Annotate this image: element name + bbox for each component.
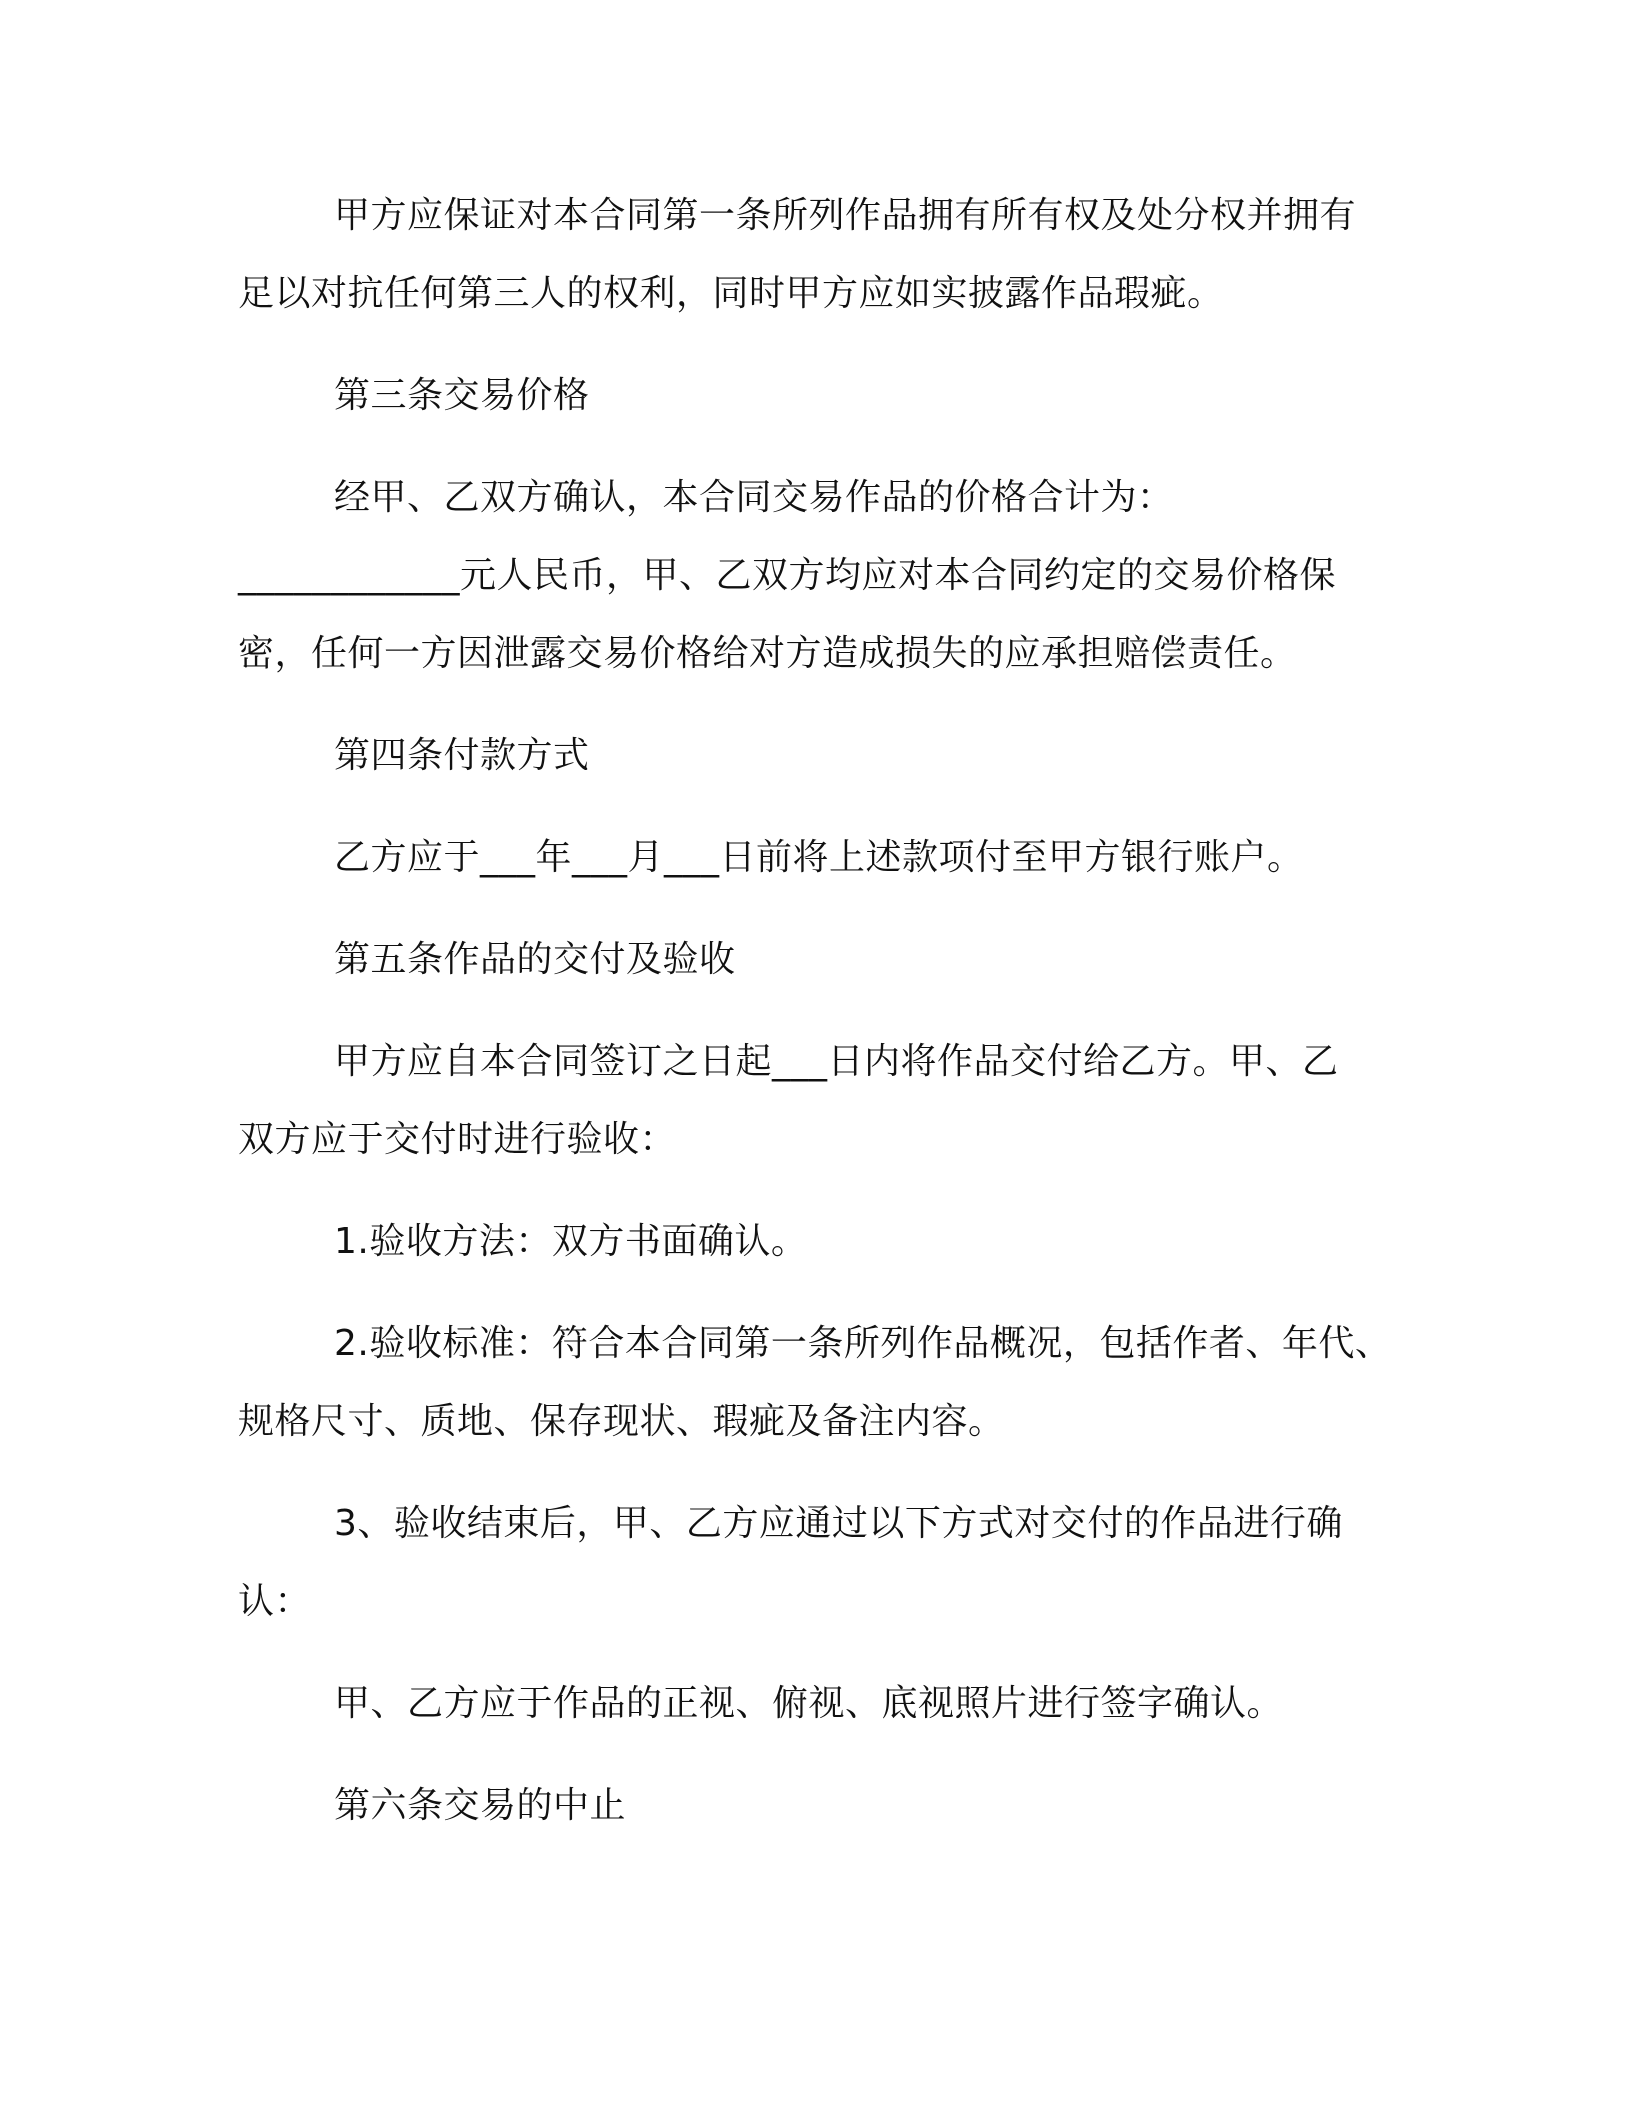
paragraph-line: 双方应于交付时进行验收： — [238, 1119, 677, 1160]
paragraph-line: 乙方应于___年___月___日前将上述款项付至甲方银行账户。 — [334, 837, 1304, 878]
paragraph-line: ____________元人民币，甲、乙双方均应对本合同约定的交易价格保 — [238, 555, 1337, 596]
section-heading: 第三条交易价格 — [334, 375, 590, 416]
paragraph-line: 甲方应自本合同签订之日起___日内将作品交付给乙方。甲、乙 — [334, 1041, 1339, 1082]
list-item: 1.验收方法：双方书面确认。 — [334, 1221, 808, 1262]
list-item: 3、验收结束后，甲、乙方应通过以下方式对交付的作品进行确 — [334, 1503, 1343, 1544]
paragraph-line: 经甲、乙双方确认，本合同交易作品的价格合计为： — [334, 477, 1174, 518]
paragraph-line: 规格尺寸、质地、保存现状、瑕疵及备注内容。 — [238, 1401, 1005, 1442]
section-heading: 第五条作品的交付及验收 — [334, 939, 736, 980]
paragraph-line: 甲方应保证对本合同第一条所列作品拥有所有权及处分权并拥有 — [334, 195, 1357, 236]
list-item: 2.验收标准：符合本合同第一条所列作品概况，包括作者、年代、 — [334, 1323, 1392, 1364]
paragraph-line: 密，任何一方因泄露交易价格给对方造成损失的应承担赔偿责任。 — [238, 633, 1297, 674]
paragraph-line: 认： — [238, 1581, 312, 1622]
paragraph-line: 足以对抗任何第三人的权利，同时甲方应如实披露作品瑕疵。 — [238, 273, 1224, 314]
section-heading: 第六条交易的中止 — [334, 1785, 627, 1826]
section-heading: 第四条付款方式 — [334, 735, 590, 776]
paragraph-line: 甲、乙方应于作品的正视、俯视、底视照片进行签字确认。 — [334, 1683, 1284, 1724]
